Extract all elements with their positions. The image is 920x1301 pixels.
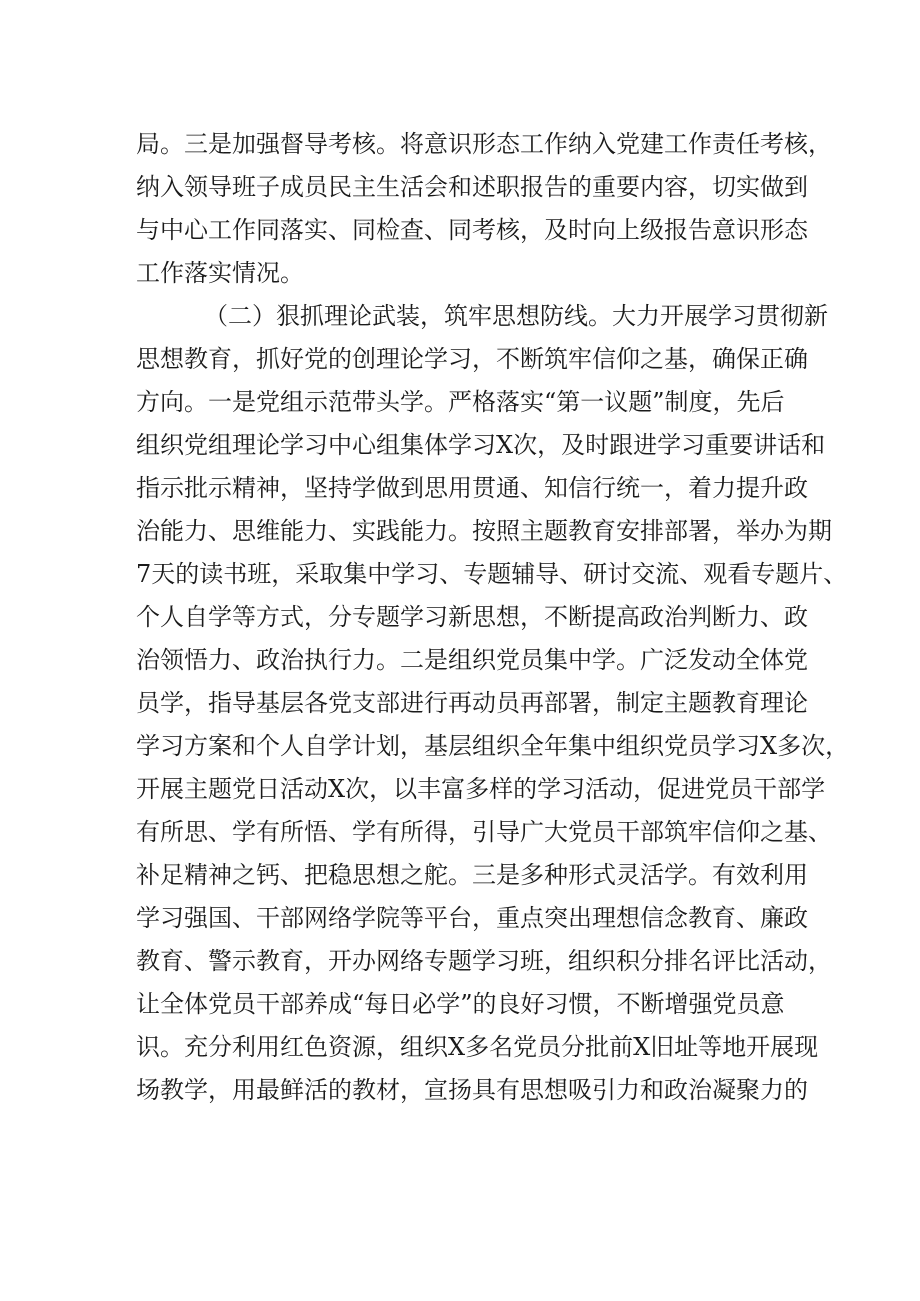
text-line: 学习方案和个人自学计划，基层组织全年集中组织党员学习X多次， bbox=[136, 732, 850, 760]
text-line: 与中心工作同落实、同检查、同考核，及时向上级报告意识形态 bbox=[136, 216, 808, 244]
text-line: 有所思、学有所悟、学有所得，引导广大党员干部筑牢信仰之基、 bbox=[136, 818, 832, 846]
text-line: 纳入领导班子成员民主生活会和述职报告的重要内容，切实做到 bbox=[136, 173, 808, 201]
text-line: 识。充分利用红色资源，组织X多名党员分批前X旧址等地开展现 bbox=[136, 1033, 819, 1061]
text-line: 补足精神之钙、把稳思想之舵。三是多种形式灵活学。有效利用 bbox=[136, 861, 808, 889]
text-line: 场教学，用最鲜活的教材，宣扬具有思想吸引力和政治凝聚力的 bbox=[136, 1076, 808, 1104]
text-line: 员学，指导基层各党支部进行再动员再部署，制定主题教育理论 bbox=[136, 689, 808, 717]
text-line: 教育、警示教育，开办网络专题学习班，组织积分排名评比活动， bbox=[136, 947, 832, 975]
text-line: 局。三是加强督导考核。将意识形态工作纳入党建工作责任考核， bbox=[136, 130, 832, 158]
text-line: 思想教育，抓好党的创理论学习，不断筑牢信仰之基，确保正确 bbox=[136, 345, 808, 373]
text-line: 工作落实情况。 bbox=[136, 259, 304, 287]
text-line: 指示批示精神，坚持学做到思用贯通、知信行统一，着力提升政 bbox=[136, 474, 808, 502]
text-line: 个人自学等方式，分专题学习新思想，不断提高政治判断力、政 bbox=[136, 603, 808, 631]
text-line: 开展主题党日活动X次，以丰富多样的学习活动，促进党员干部学 bbox=[136, 775, 826, 803]
text-line: 治能力、思维能力、实践能力。按照主题教育安排部署，举办为期 bbox=[136, 517, 832, 545]
text-line: （二）狠抓理论武装，筑牢思想防线。大力开展学习贯彻新 bbox=[204, 302, 828, 330]
text-line: 方向。一是党组示范带头学。严格落实“第一议题”制度，先后 bbox=[136, 388, 785, 416]
text-line: 学习强国、干部网络学院等平台，重点突出理想信念教育、廉政 bbox=[136, 904, 808, 932]
text-line: 7天的读书班，采取集中学习、专题辅导、研讨交流、观看专题片、 bbox=[136, 560, 848, 588]
text-line: 让全体党员干部养成“每日必学”的良好习惯，不断增强党员意 bbox=[136, 990, 785, 1018]
text-line: 治领悟力、政治执行力。二是组织党员集中学。广泛发动全体党 bbox=[136, 646, 808, 674]
text-line: 组织党组理论学习中心组集体学习X次，及时跟进学习重要讲话和 bbox=[136, 431, 826, 459]
